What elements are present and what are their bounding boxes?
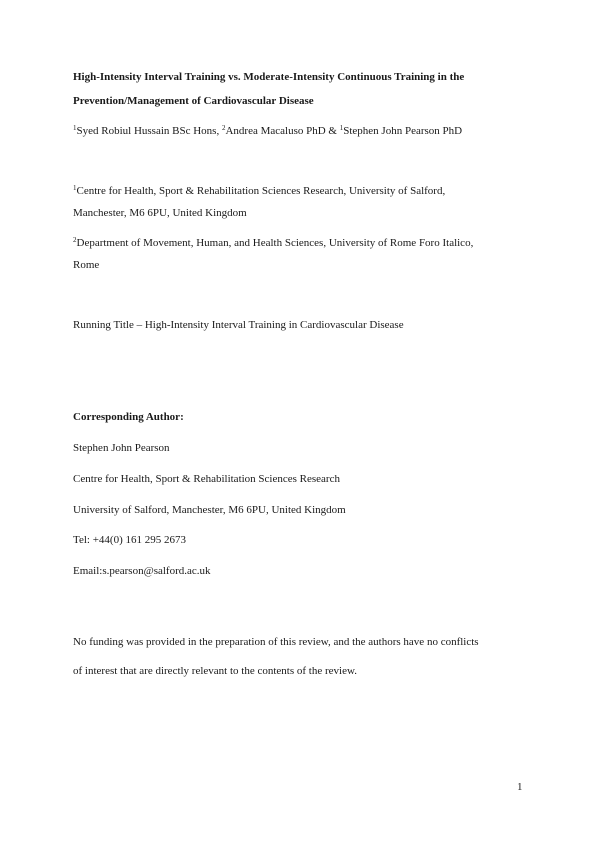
corresponding-author-email: Email:s.pearson@salford.ac.uk [73,565,211,577]
affiliation-2-line-1 [73,236,473,250]
author-3-affiliation-mark: 1 [339,124,344,132]
author-1: Syed Robiul Hussain BSc Hons, [76,125,222,137]
author-3: Stephen John Pearson PhD [343,125,463,137]
author-2-affiliation-mark: 2 [221,124,226,132]
funding-statement-line-1: No funding was provided in the preparation of this review, and the authors have no conflicts [73,636,479,648]
affiliation-1-mark: 1 [73,184,77,192]
affiliation-2-line-2: Rome [73,259,100,271]
paper-title-line-2: Prevention/Management of Cardiovascular Disease [73,95,314,107]
corresponding-author-centre: Centre for Health, Sport & Rehabilitation Sciences Research [73,473,340,485]
page-number: 1 [517,781,523,793]
funding-statement-line-2: of interest that are directly relevant to the contents of the review. [73,665,357,677]
affiliation-1-line-1 [73,184,445,198]
affiliation-2-mark: 2 [73,236,77,244]
author-1-affiliation-mark: 1 [73,124,77,132]
affiliation-1-text: Centre for Health, Sport & Rehabilitation Sciences Research, University of Salford, [76,185,446,197]
corresponding-author-name: Stephen John Pearson [73,442,170,454]
running-title: Running Title – High-Intensity Interval Training in Cardiovascular Disease [73,319,404,331]
corresponding-author-tel: Tel: +44(0) 161 295 2673 [73,534,186,546]
author-list [73,124,462,138]
affiliation-1-line-2: Manchester, M6 6PU, United Kingdom [73,207,247,219]
affiliation-2-text: Department of Movement, Human, and Health Sciences, University of Rome Foro Italico, [76,237,474,249]
corresponding-author-address: University of Salford, Manchester, M6 6PU, United Kingdom [73,504,346,516]
author-2: Andrea Macaluso PhD & [225,125,340,137]
paper-title-line-1: High-Intensity Interval Training vs. Moderate-Intensity Continuous Training in the [73,71,465,83]
corresponding-author-heading: Corresponding Author: [73,411,184,423]
